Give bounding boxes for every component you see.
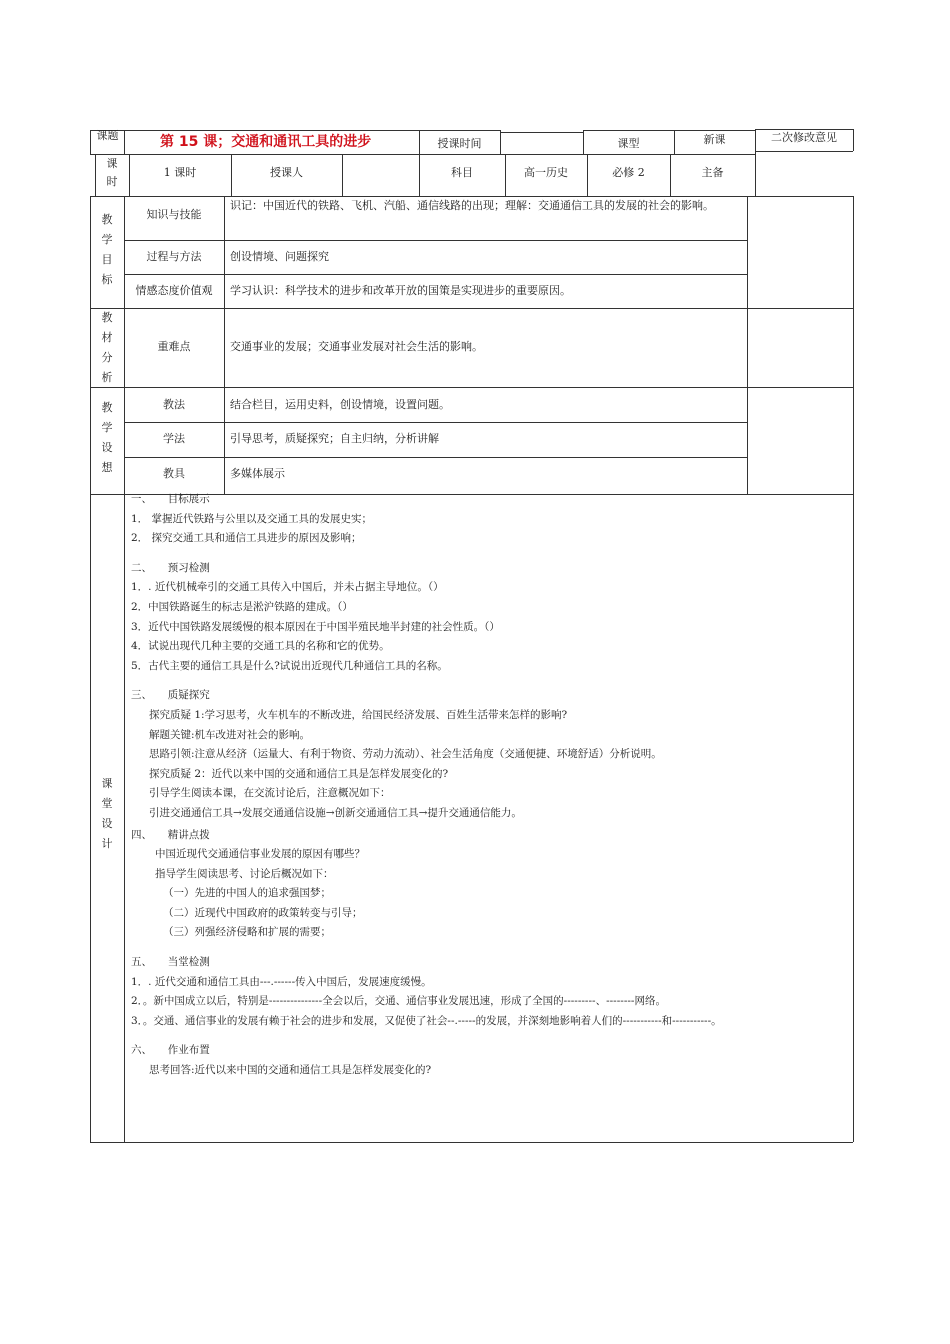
objective-label-process: 过程与方法	[146, 250, 202, 263]
homework-text: 思考回答:近代以来中国的交通和通信工具是怎样发展变化的?	[149, 1064, 432, 1077]
keshi-label: 课时	[106, 157, 118, 188]
list-item: 3．。交通、通信事业的发展有赖于社会的进步和发展，又促使了社会--.-----的发展，并深刻地影响着人们的-----------和-----------。	[131, 1014, 722, 1027]
list-item: 3．近代中国铁路发展缓慢的根本原因在于中国半殖民地半封建的社会性质。（）	[131, 620, 500, 633]
section-title: 六、 作业布置	[131, 1044, 210, 1057]
classroom-group-label: 课堂设计	[101, 777, 113, 850]
analysis-text: 交通事业的发展；交通事业发展对社会生活的影响。	[230, 340, 483, 353]
list-item: 1． 掌握近代铁路与公里以及交通工具的发展史实；	[131, 512, 373, 525]
list-item: 思路引领:注意从经济（运量大、有利于物资、劳动力流动）、社会生活角度（交通便捷、环境舒适）分析说明。	[149, 748, 662, 761]
section-title: 三、 质疑探究	[131, 689, 210, 702]
subject-value: 高一历史	[524, 166, 568, 179]
list-item: 4．试说出现代几种主要的交通工具的名称和它的优势。	[131, 640, 390, 653]
list-item: 5．古代主要的通信工具是什么?试说出近现代几种通信工具的名称。	[131, 659, 448, 672]
design-text-tools: 多媒体展示	[230, 467, 285, 480]
list-item: 解题关键:机车改进对社会的影响。	[149, 728, 311, 741]
objectives-group-label: 教学目标	[101, 213, 113, 286]
main-label: 主备	[701, 166, 724, 179]
objective-text-process: 创设情境、问题探究	[230, 250, 329, 263]
list-item: 引导学生阅读本课，在交流讨论后，注意概况如下：	[149, 787, 391, 800]
question-text: 中国近现代交通通信事业发展的原因有哪些？	[155, 848, 365, 861]
list-item: （一）先进的中国人的追求强国梦；	[163, 887, 331, 900]
list-item: 2． 探究交通工具和通信工具进步的原因及影响；	[131, 532, 362, 545]
design-label-method: 教法	[163, 398, 185, 411]
subject-label: 科目	[451, 166, 473, 179]
list-item: 2．中国铁路诞生的标志是淞沪铁路的建成。（）	[131, 600, 353, 613]
section-title: 一、 目标展示	[131, 493, 210, 505]
section-title: 二、 预习检测	[131, 561, 210, 574]
revise-label: 二次修改意见	[771, 131, 837, 144]
design-group-label: 教学设想	[101, 401, 113, 474]
analysis-label: 重难点	[157, 340, 191, 353]
shouke-time-label: 授课时间	[437, 137, 482, 150]
type-label: 课型	[617, 137, 640, 150]
objective-text-knowledge: 识记：中国近代的铁路、飞机、汽船、通信线路的出现；理解：交通通信工具的发展的社会的影响。	[230, 199, 714, 212]
guide-text: 指导学生阅读思考、讨论后概况如下：	[155, 867, 334, 880]
type-value: 新课	[703, 133, 726, 146]
list-item: 探究质疑 2：近代以来中国的交通和通信工具是怎样发展变化的?	[149, 767, 449, 780]
objective-label-attitude: 情感态度价值观	[135, 284, 213, 297]
list-item: 2．。新中国成立以后，特别是---------------全会以后，交通、通信事业发展迅速，形成了全国的---------、--------网络。	[131, 995, 666, 1008]
objective-text-attitude: 学习认识：科学技术的进步和改革开放的国策是实现进步的重要原因。	[230, 284, 571, 297]
section-title: 四、 精讲点拨	[131, 828, 210, 841]
objective-label-knowledge: 知识与技能	[146, 208, 202, 221]
lesson-title: 第 15 课；交通和通讯工具的进步	[160, 134, 372, 150]
design-text-learning: 引导思考，质疑探究；自主归纳，分析讲解	[230, 432, 439, 445]
design-label-tools: 教具	[163, 467, 185, 480]
keti-label: 课题	[96, 129, 119, 142]
keshi-value: 1 课时	[163, 166, 197, 179]
list-item: 1．. 近代交通和通信工具由---.------传入中国后，发展速度缓慢。	[131, 975, 432, 988]
analysis-group-label: 教材分析	[101, 311, 113, 384]
section-title: 五、 当堂检测	[131, 956, 210, 969]
book-value: 必修 2	[612, 166, 645, 179]
list-item: （二）近现代中国政府的政策转变与引导；	[163, 906, 363, 919]
list-item: 探究质疑 1:学习思考，火车机车的不断改进，给国民经济发展、百姓生活带来怎样的影响?	[149, 708, 568, 721]
design-text-method: 结合栏目，运用史料，创设情境，设置问题。	[230, 398, 450, 411]
list-item: 1．. 近代机械牵引的交通工具传入中国后，并未占据主导地位。（）	[131, 581, 444, 594]
list-item: 引进交通通信工具→发展交通通信设施→创新交通通信工具→提升交通通信能力。	[149, 806, 522, 819]
list-item: （三）列强经济侵略和扩展的需要；	[163, 926, 331, 939]
design-label-learning: 学法	[163, 432, 185, 445]
classroom-content	[131, 494, 746, 1081]
teacher-label: 授课人	[270, 166, 303, 179]
